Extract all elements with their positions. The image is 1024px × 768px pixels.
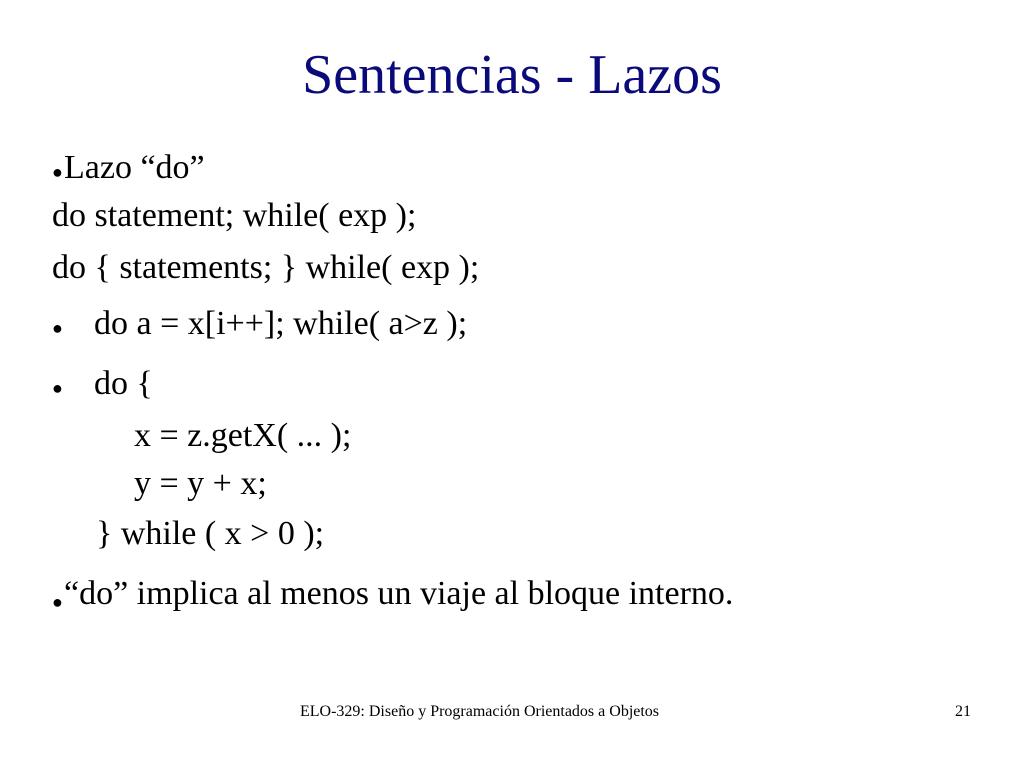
footer-page-number: 21 — [955, 703, 971, 720]
bullet-icon: ● — [52, 378, 63, 398]
body-line-3: do { statements; } while( exp ); — [52, 249, 480, 286]
body-line-7: y = y + x; — [134, 465, 267, 502]
slide-title: Sentencias - Lazos — [302, 44, 722, 106]
body-line-2: do statement; while( exp ); — [52, 197, 417, 234]
bullet-icon: ● — [52, 162, 63, 182]
body-line-9: “do” implica al menos un viaje al bloque interno. — [64, 575, 734, 612]
footer-course: ELO-329: Diseño y Programación Orientados a Objetos — [300, 703, 660, 720]
bullet-icon: ● — [52, 592, 63, 612]
body-line-6: x = z.getX( ... ); — [134, 417, 352, 454]
body-line-1: Lazo “do” — [64, 149, 205, 186]
bullet-icon: ● — [52, 318, 63, 338]
body-line-8: } while ( x > 0 ); — [96, 515, 325, 552]
body-line-5: do { — [94, 365, 153, 402]
body-line-4: do a = x[i++]; while( a>z ); — [94, 305, 468, 342]
